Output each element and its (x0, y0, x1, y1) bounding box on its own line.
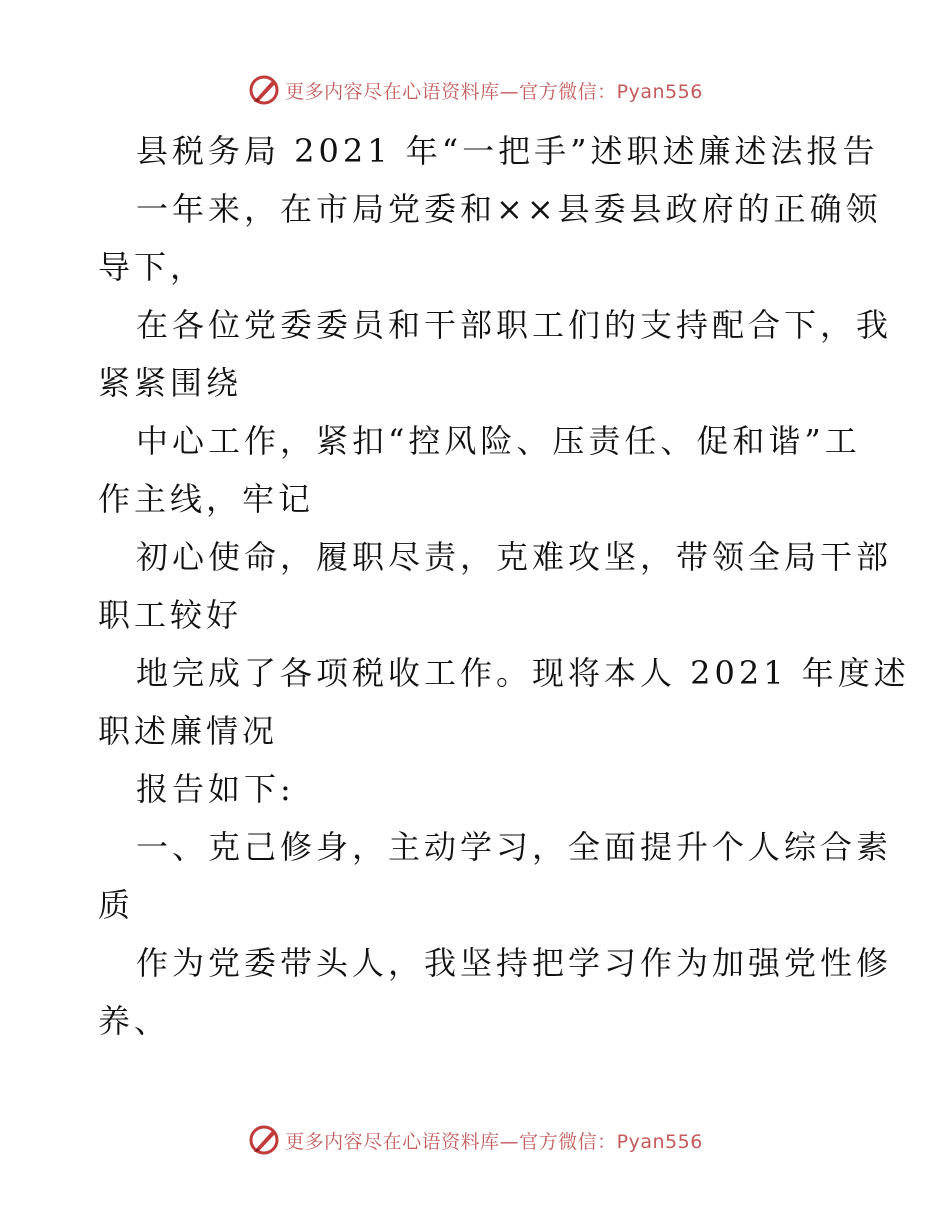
text-line: 作主线，牢记 (98, 480, 315, 518)
quill-pen-logo-icon (247, 1123, 281, 1157)
document-body (98, 122, 910, 1050)
text-line: 质 (98, 886, 135, 924)
text-line: 职述廉情况 (98, 712, 279, 750)
text-line: 报告如下: (136, 770, 295, 808)
text-line: 作为党委带头人，我坚持把学习作为加强党性修 (136, 944, 893, 982)
text-line: 一年来，在市局党委和××县委县政府的正确领 (136, 190, 882, 228)
header-banner (0, 70, 950, 110)
footer-banner (0, 1120, 950, 1160)
text-line: 养、 (98, 1002, 171, 1040)
banner-text: 更多内容尽在心语资料库—官方微信：Pyan556 (285, 80, 703, 103)
text-line: 中心工作，紧扣“控风险、压责任、促和谐”工 (136, 422, 861, 460)
text-line: 县税务局 2021 年“一把手”述职述廉述法报告 (136, 132, 879, 170)
text-line: 一、克己修身，主动学习，全面提升个人综合素 (136, 828, 893, 866)
text-line: 导下， (98, 248, 207, 286)
text-line: 紧紧围绕 (98, 364, 243, 402)
banner-text: 更多内容尽在心语资料库—官方微信：Pyan556 (285, 1130, 703, 1153)
text-line: 地完成了各项税收工作。现将本人 2021 年度述 (136, 654, 910, 692)
text-line: 在各位党委委员和干部职工们的支持配合下，我 (136, 306, 893, 344)
text-line: 初心使命，履职尽责，克难攻坚，带领全局干部 (136, 538, 893, 576)
text-line: 职工较好 (98, 596, 243, 634)
quill-pen-logo-icon (247, 73, 281, 107)
